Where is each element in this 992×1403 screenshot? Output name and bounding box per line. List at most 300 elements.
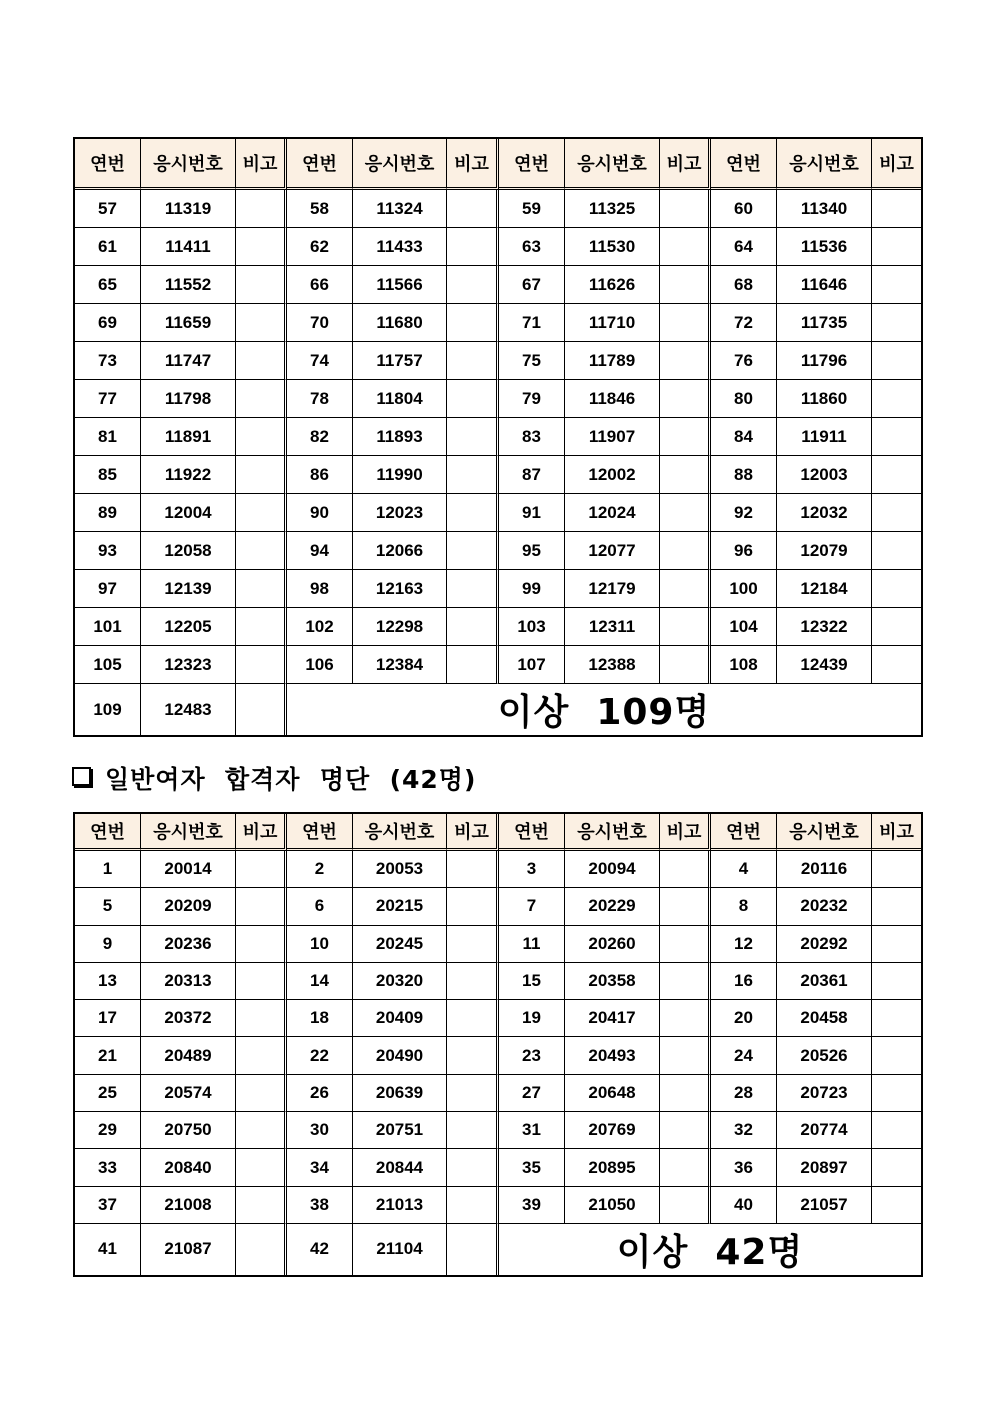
serial-number-cell: 6	[287, 888, 353, 925]
header-exam-number: 응시번호	[777, 814, 872, 851]
remarks-cell	[872, 380, 921, 418]
serial-number-cell: 100	[711, 570, 777, 608]
table-body	[75, 190, 921, 735]
exam-number-cell: 11659	[141, 304, 236, 342]
header-exam-number: 응시번호	[353, 814, 447, 851]
serial-number-cell: 16	[711, 963, 777, 1000]
serial-number-cell: 84	[711, 418, 777, 456]
serial-number-cell: 34	[287, 1149, 353, 1186]
remarks-cell	[236, 684, 287, 735]
remarks-cell	[447, 646, 499, 684]
remarks-cell	[447, 380, 499, 418]
exam-number-cell: 20209	[141, 888, 236, 925]
header-serial-number: 연번	[499, 139, 565, 190]
exam-number-cell: 20490	[353, 1037, 447, 1074]
serial-number-cell: 37	[75, 1187, 141, 1224]
passers-table-continued	[73, 137, 923, 737]
exam-number-cell: 20417	[565, 1000, 660, 1037]
exam-number-cell: 20014	[141, 851, 236, 888]
header-remarks: 비고	[660, 814, 711, 851]
remarks-cell	[236, 532, 287, 570]
remarks-cell	[447, 418, 499, 456]
exam-number-cell: 20526	[777, 1037, 872, 1074]
exam-number-cell: 11757	[353, 342, 447, 380]
serial-number-cell: 108	[711, 646, 777, 684]
serial-number-cell: 73	[75, 342, 141, 380]
header-serial-number: 연번	[287, 139, 353, 190]
remarks-cell	[236, 888, 287, 925]
table-row	[75, 1149, 921, 1186]
exam-number-cell: 20774	[777, 1112, 872, 1149]
serial-number-cell: 58	[287, 190, 353, 228]
serial-number-cell: 102	[287, 608, 353, 646]
table-row	[75, 1000, 921, 1037]
remarks-cell	[872, 608, 921, 646]
remarks-cell	[660, 1187, 711, 1224]
remarks-cell	[447, 1037, 499, 1074]
exam-number-cell: 20895	[565, 1149, 660, 1186]
exam-number-cell: 20897	[777, 1149, 872, 1186]
table-row	[75, 888, 921, 925]
exam-number-cell: 20232	[777, 888, 872, 925]
remarks-cell	[660, 608, 711, 646]
exam-number-cell: 11646	[777, 266, 872, 304]
remarks-cell	[236, 1000, 287, 1037]
remarks-cell	[872, 851, 921, 888]
header-serial-number: 연번	[499, 814, 565, 851]
exam-number-cell: 20053	[353, 851, 447, 888]
exam-number-cell: 20844	[353, 1149, 447, 1186]
table-row	[75, 963, 921, 1000]
exam-number-cell: 20639	[353, 1075, 447, 1112]
remarks-cell	[236, 380, 287, 418]
exam-number-cell: 11433	[353, 228, 447, 266]
serial-number-cell: 79	[499, 380, 565, 418]
exam-number-cell: 11536	[777, 228, 872, 266]
exam-number-cell: 11626	[565, 266, 660, 304]
header-remarks: 비고	[872, 814, 921, 851]
exam-number-cell: 11325	[565, 190, 660, 228]
exam-number-cell: 11319	[141, 190, 236, 228]
remarks-cell	[236, 963, 287, 1000]
exam-number-cell: 12184	[777, 570, 872, 608]
remarks-cell	[236, 456, 287, 494]
exam-number-cell: 11340	[777, 190, 872, 228]
exam-number-cell: 20409	[353, 1000, 447, 1037]
remarks-cell	[660, 1000, 711, 1037]
exam-number-cell: 12311	[565, 608, 660, 646]
remarks-cell	[660, 1037, 711, 1074]
serial-number-cell: 60	[711, 190, 777, 228]
exam-number-cell: 11411	[141, 228, 236, 266]
total-count-summary: 이상 109명	[497, 692, 711, 733]
remarks-cell	[236, 851, 287, 888]
exam-number-cell: 20215	[353, 888, 447, 925]
serial-number-cell: 5	[75, 888, 141, 925]
remarks-cell	[660, 456, 711, 494]
remarks-cell	[872, 304, 921, 342]
exam-number-cell: 20292	[777, 926, 872, 963]
serial-number-cell: 99	[499, 570, 565, 608]
header-remarks: 비고	[236, 814, 287, 851]
serial-number-cell: 101	[75, 608, 141, 646]
exam-number-cell: 20361	[777, 963, 872, 1000]
table-row	[75, 342, 921, 380]
remarks-cell	[447, 1075, 499, 1112]
serial-number-cell: 9	[75, 926, 141, 963]
remarks-cell	[236, 228, 287, 266]
exam-number-cell: 12483	[141, 684, 236, 735]
exam-number-cell: 11789	[565, 342, 660, 380]
table-header	[75, 814, 921, 851]
serial-number-cell: 38	[287, 1187, 353, 1224]
serial-number-cell: 3	[499, 851, 565, 888]
exam-number-cell: 12003	[777, 456, 872, 494]
serial-number-cell: 103	[499, 608, 565, 646]
serial-number-cell: 91	[499, 494, 565, 532]
exam-number-cell: 11860	[777, 380, 872, 418]
header-exam-number: 응시번호	[141, 814, 236, 851]
serial-number-cell: 26	[287, 1075, 353, 1112]
exam-number-cell: 12179	[565, 570, 660, 608]
remarks-cell	[447, 456, 499, 494]
serial-number-cell: 62	[287, 228, 353, 266]
remarks-cell	[660, 851, 711, 888]
serial-number-cell: 61	[75, 228, 141, 266]
serial-number-cell: 77	[75, 380, 141, 418]
serial-number-cell: 87	[499, 456, 565, 494]
total-count-summary: 이상 42명	[616, 1231, 804, 1273]
serial-number-cell: 35	[499, 1149, 565, 1186]
serial-number-cell: 106	[287, 646, 353, 684]
exam-number-cell: 11552	[141, 266, 236, 304]
exam-number-cell: 12004	[141, 494, 236, 532]
section-title-text: 일반여자 합격자 명단 (42명)	[105, 765, 477, 794]
table-row	[75, 1187, 921, 1224]
exam-number-cell: 12002	[565, 456, 660, 494]
square-bullet-icon	[72, 767, 91, 786]
remarks-cell	[660, 304, 711, 342]
exam-number-cell: 12023	[353, 494, 447, 532]
header-remarks: 비고	[660, 139, 711, 190]
serial-number-cell: 39	[499, 1187, 565, 1224]
remarks-cell	[660, 494, 711, 532]
exam-number-cell: 20229	[565, 888, 660, 925]
exam-number-cell: 11735	[777, 304, 872, 342]
table-row	[75, 380, 921, 418]
exam-number-cell: 11798	[141, 380, 236, 418]
table-row	[75, 456, 921, 494]
exam-number-cell: 20750	[141, 1112, 236, 1149]
remarks-cell	[872, 963, 921, 1000]
exam-number-cell: 12205	[141, 608, 236, 646]
table-row-last	[75, 1224, 921, 1275]
remarks-cell	[447, 851, 499, 888]
table-row	[75, 190, 921, 228]
serial-number-cell: 68	[711, 266, 777, 304]
remarks-cell	[236, 926, 287, 963]
table-row	[75, 926, 921, 963]
exam-number-cell: 20236	[141, 926, 236, 963]
serial-number-cell: 1	[75, 851, 141, 888]
serial-number-cell: 69	[75, 304, 141, 342]
table-row	[75, 570, 921, 608]
serial-number-cell: 15	[499, 963, 565, 1000]
exam-number-cell: 12077	[565, 532, 660, 570]
remarks-cell	[872, 1187, 921, 1224]
header-serial-number: 연번	[287, 814, 353, 851]
serial-number-cell: 67	[499, 266, 565, 304]
serial-number-cell: 2	[287, 851, 353, 888]
header-remarks: 비고	[447, 814, 499, 851]
remarks-cell	[872, 1037, 921, 1074]
remarks-cell	[447, 494, 499, 532]
remarks-cell	[236, 570, 287, 608]
serial-number-cell: 19	[499, 1000, 565, 1037]
header-remarks: 비고	[447, 139, 499, 190]
exam-number-cell: 12079	[777, 532, 872, 570]
table-row	[75, 418, 921, 456]
exam-number-cell: 21104	[353, 1224, 447, 1275]
serial-number-cell: 95	[499, 532, 565, 570]
remarks-cell	[447, 1000, 499, 1037]
exam-number-cell: 21087	[141, 1224, 236, 1275]
serial-number-cell: 107	[499, 646, 565, 684]
serial-number-cell: 29	[75, 1112, 141, 1149]
remarks-cell	[236, 418, 287, 456]
remarks-cell	[872, 456, 921, 494]
header-exam-number: 응시번호	[565, 814, 660, 851]
serial-number-cell: 78	[287, 380, 353, 418]
exam-number-cell: 11907	[565, 418, 660, 456]
header-exam-number: 응시번호	[141, 139, 236, 190]
remarks-cell	[872, 342, 921, 380]
section-title-general-female	[72, 760, 476, 796]
remarks-cell	[660, 190, 711, 228]
serial-number-cell: 85	[75, 456, 141, 494]
serial-number-cell: 10	[287, 926, 353, 963]
remarks-cell	[660, 342, 711, 380]
exam-number-cell: 20723	[777, 1075, 872, 1112]
remarks-cell	[447, 963, 499, 1000]
remarks-cell	[872, 418, 921, 456]
remarks-cell	[236, 1037, 287, 1074]
serial-number-cell: 90	[287, 494, 353, 532]
exam-number-cell: 21057	[777, 1187, 872, 1224]
serial-number-cell: 4	[711, 851, 777, 888]
serial-number-cell: 22	[287, 1037, 353, 1074]
exam-number-cell: 20574	[141, 1075, 236, 1112]
exam-number-cell: 12323	[141, 646, 236, 684]
exam-number-cell: 11324	[353, 190, 447, 228]
serial-number-cell: 28	[711, 1075, 777, 1112]
remarks-cell	[872, 266, 921, 304]
exam-number-cell: 20320	[353, 963, 447, 1000]
exam-number-cell: 20751	[353, 1112, 447, 1149]
exam-number-cell: 11891	[141, 418, 236, 456]
remarks-cell	[447, 570, 499, 608]
serial-number-cell: 41	[75, 1224, 141, 1275]
serial-number-cell: 14	[287, 963, 353, 1000]
exam-number-cell: 21008	[141, 1187, 236, 1224]
table-row	[75, 228, 921, 266]
remarks-cell	[447, 228, 499, 266]
serial-number-cell: 65	[75, 266, 141, 304]
remarks-cell	[236, 342, 287, 380]
exam-number-cell: 11804	[353, 380, 447, 418]
serial-number-cell: 96	[711, 532, 777, 570]
exam-number-cell: 20840	[141, 1149, 236, 1186]
serial-number-cell: 105	[75, 646, 141, 684]
serial-number-cell: 89	[75, 494, 141, 532]
exam-number-cell: 21050	[565, 1187, 660, 1224]
exam-number-cell: 12384	[353, 646, 447, 684]
serial-number-cell: 93	[75, 532, 141, 570]
remarks-cell	[447, 608, 499, 646]
exam-number-cell: 20358	[565, 963, 660, 1000]
remarks-cell	[872, 646, 921, 684]
serial-number-cell: 86	[287, 456, 353, 494]
exam-number-cell: 11846	[565, 380, 660, 418]
table-row	[75, 532, 921, 570]
remarks-cell	[872, 1075, 921, 1112]
serial-number-cell: 97	[75, 570, 141, 608]
exam-number-cell: 21013	[353, 1187, 447, 1224]
header-serial-number: 연번	[75, 139, 141, 190]
exam-number-cell: 20260	[565, 926, 660, 963]
serial-number-cell: 88	[711, 456, 777, 494]
table-body	[75, 851, 921, 1275]
remarks-cell	[236, 1224, 287, 1275]
remarks-cell	[236, 1149, 287, 1186]
serial-number-cell: 8	[711, 888, 777, 925]
table-row	[75, 851, 921, 888]
exam-number-cell: 20648	[565, 1075, 660, 1112]
exam-number-cell: 11566	[353, 266, 447, 304]
exam-number-cell: 12298	[353, 608, 447, 646]
serial-number-cell: 27	[499, 1075, 565, 1112]
header-exam-number: 응시번호	[565, 139, 660, 190]
table-row	[75, 304, 921, 342]
serial-number-cell: 76	[711, 342, 777, 380]
exam-number-cell: 12058	[141, 532, 236, 570]
remarks-cell	[872, 1112, 921, 1149]
exam-number-cell: 12388	[565, 646, 660, 684]
table-row	[75, 646, 921, 684]
remarks-cell	[447, 926, 499, 963]
exam-number-cell: 20313	[141, 963, 236, 1000]
serial-number-cell: 12	[711, 926, 777, 963]
remarks-cell	[660, 266, 711, 304]
remarks-cell	[236, 1187, 287, 1224]
serial-number-cell: 59	[499, 190, 565, 228]
serial-number-cell: 94	[287, 532, 353, 570]
remarks-cell	[660, 228, 711, 266]
header-exam-number: 응시번호	[353, 139, 447, 190]
remarks-cell	[236, 1112, 287, 1149]
exam-number-cell: 12163	[353, 570, 447, 608]
serial-number-cell: 71	[499, 304, 565, 342]
exam-number-cell: 12032	[777, 494, 872, 532]
remarks-cell	[872, 1149, 921, 1186]
exam-number-cell: 20769	[565, 1112, 660, 1149]
serial-number-cell: 74	[287, 342, 353, 380]
exam-number-cell: 20489	[141, 1037, 236, 1074]
serial-number-cell: 75	[499, 342, 565, 380]
remarks-cell	[236, 266, 287, 304]
remarks-cell	[660, 570, 711, 608]
serial-number-cell: 30	[287, 1112, 353, 1149]
serial-number-cell: 81	[75, 418, 141, 456]
serial-number-cell: 104	[711, 608, 777, 646]
exam-number-cell: 12439	[777, 646, 872, 684]
serial-number-cell: 18	[287, 1000, 353, 1037]
remarks-cell	[872, 228, 921, 266]
serial-number-cell: 40	[711, 1187, 777, 1224]
serial-number-cell: 7	[499, 888, 565, 925]
serial-number-cell: 32	[711, 1112, 777, 1149]
remarks-cell	[447, 532, 499, 570]
remarks-cell	[872, 570, 921, 608]
exam-number-cell: 12066	[353, 532, 447, 570]
serial-number-cell: 23	[499, 1037, 565, 1074]
general-female-passers-table	[73, 812, 923, 1277]
serial-number-cell: 17	[75, 1000, 141, 1037]
serial-number-cell: 92	[711, 494, 777, 532]
serial-number-cell: 13	[75, 963, 141, 1000]
exam-number-cell: 12139	[141, 570, 236, 608]
remarks-cell	[660, 963, 711, 1000]
header-serial-number: 연번	[711, 814, 777, 851]
serial-number-cell: 83	[499, 418, 565, 456]
table-row	[75, 266, 921, 304]
remarks-cell	[236, 1075, 287, 1112]
serial-number-cell: 21	[75, 1037, 141, 1074]
serial-number-cell: 20	[711, 1000, 777, 1037]
table-header	[75, 139, 921, 190]
exam-number-cell: 11922	[141, 456, 236, 494]
serial-number-cell: 66	[287, 266, 353, 304]
remarks-cell	[236, 190, 287, 228]
remarks-cell	[236, 494, 287, 532]
serial-number-cell: 80	[711, 380, 777, 418]
serial-number-cell: 57	[75, 190, 141, 228]
exam-number-cell: 11796	[777, 342, 872, 380]
serial-number-cell: 70	[287, 304, 353, 342]
remarks-cell	[660, 926, 711, 963]
remarks-cell	[872, 888, 921, 925]
header-serial-number: 연번	[75, 814, 141, 851]
serial-number-cell: 24	[711, 1037, 777, 1074]
remarks-cell	[447, 190, 499, 228]
remarks-cell	[447, 888, 499, 925]
exam-number-cell: 11990	[353, 456, 447, 494]
serial-number-cell: 63	[499, 228, 565, 266]
exam-number-cell: 11747	[141, 342, 236, 380]
exam-number-cell: 20116	[777, 851, 872, 888]
serial-number-cell: 25	[75, 1075, 141, 1112]
remarks-cell	[236, 304, 287, 342]
exam-number-cell: 11911	[777, 418, 872, 456]
remarks-cell	[447, 1187, 499, 1224]
remarks-cell	[872, 926, 921, 963]
table-row	[75, 494, 921, 532]
serial-number-cell: 42	[287, 1224, 353, 1275]
serial-number-cell: 36	[711, 1149, 777, 1186]
serial-number-cell: 72	[711, 304, 777, 342]
serial-number-cell: 33	[75, 1149, 141, 1186]
exam-number-cell: 11530	[565, 228, 660, 266]
